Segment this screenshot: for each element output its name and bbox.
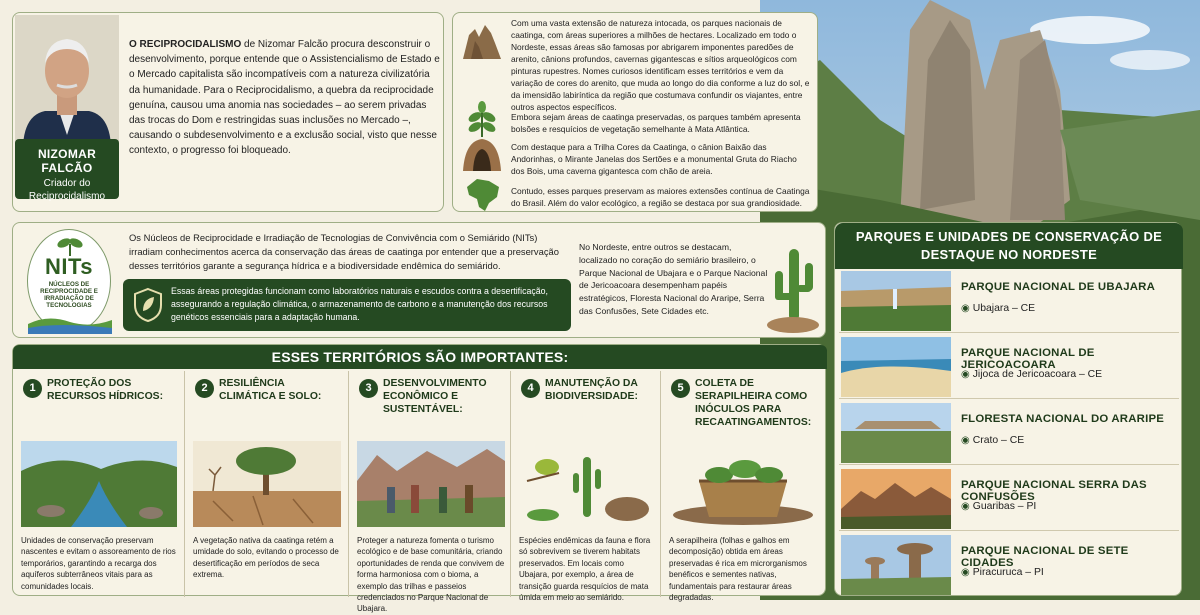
territory-text: Espécies endêmicas da fauna e flora só sobrevivem se tiverem habitats preservados. Em locais como Ubajara, por exemplo, a área de transição guarda resquícios de mata úmida em meio ao semiárido. bbox=[519, 536, 651, 603]
author-card bbox=[12, 12, 444, 212]
shield-leaf-icon bbox=[133, 287, 163, 323]
parks-info-card bbox=[452, 12, 818, 212]
nits-description: Os Núcleos de Reciprocidade e Irradiação de Tecnologias de Convivência com o Semiárido (NITs) irradiam conhecimentos acerca da conservação das áreas de caatinga por entender que a preservação desses territórios garante a segurança hídrica e a biodiversidade endêmica do semiárido. bbox=[129, 232, 559, 271]
nits-logo-subtitle: NÚCLEOS DE RECIPROCIDADE E IRRADIAÇÃO DE TECNOLOGIAS bbox=[40, 281, 98, 309]
serra-confusoes-thumbnail bbox=[841, 469, 951, 529]
author-description bbox=[129, 37, 441, 159]
location-pin-icon: ◉ bbox=[961, 501, 970, 512]
nits-banner-text: Essas áreas protegidas funcionam como laboratórios naturais e escudos contra a desertificação, assegurando a regulação climática, o armazenamento de carbono e a manutenção dos recursos genéticos essenciais para a adaptação humana. bbox=[171, 286, 549, 322]
park-item-serra-das-confusoes bbox=[839, 467, 1179, 531]
park-item-sete-cidades bbox=[839, 533, 1179, 597]
location-pin-icon: ◉ bbox=[961, 567, 970, 578]
territory-item-economy bbox=[349, 371, 511, 614]
parks-info-paragraph-1: Com uma vasta extensão de natureza intocada, os parques nacionais de caatinga, com áreas superiores a milhões de hectares. Localizado em todo o Nordeste, essas áreas são famosas por abrigarem imponentes paredões de arenito, cânions profundos, cavernas gigantescas e sítios arqueológicos com pinturas rupestres. Nomes curiosos identificam esses territórios e vem da variação de cores do arenito, que muda ao longo do dia conforme a luz do sol, e da imensidão labiríntica da região que costumava confundir os viajantes, entre outros aspectos específicos. bbox=[511, 18, 810, 112]
park-location bbox=[961, 435, 1177, 446]
location-pin-icon: ◉ bbox=[961, 435, 970, 446]
parks-list-header: PARQUES E UNIDADES DE CONSERVAÇÃO DE DESTAQUE NO NORDESTE bbox=[835, 223, 1183, 269]
park-item-jericoacoara bbox=[839, 335, 1179, 399]
hikers-image bbox=[357, 441, 505, 527]
territory-number: 4 bbox=[521, 379, 540, 398]
territories-section bbox=[12, 344, 826, 614]
araripe-thumbnail bbox=[841, 403, 951, 463]
park-location-text: Jijoca de Jericoacoara – CE bbox=[972, 369, 1103, 380]
nits-logo bbox=[27, 229, 111, 333]
park-location bbox=[961, 567, 1177, 578]
author-role: Criador do Reciprocidalismo bbox=[28, 178, 106, 202]
nits-banner bbox=[123, 279, 571, 331]
park-item-araripe bbox=[839, 401, 1179, 465]
location-pin-icon: ◉ bbox=[961, 303, 970, 314]
territory-title: COLETA DE SERAPILHEIRA COMO INÓCULOS PARA RECAATINGAMENTOS: bbox=[695, 378, 812, 428]
park-location-text: Piracuruca – PI bbox=[972, 567, 1044, 578]
logo-landscape-icon bbox=[28, 312, 112, 334]
territory-number: 5 bbox=[671, 379, 690, 398]
park-location-text: Ubajara – CE bbox=[972, 303, 1036, 314]
sprout-icon bbox=[56, 234, 84, 256]
park-name: PARQUE NACIONAL DE UBAJARA bbox=[961, 281, 1156, 293]
territory-text: Proteger a natureza fomenta o turismo ecológico e de base comunitária, criando oportunidades de renda que convivem de forma harmoniosa com o bioma, a exemplo das trilhas e passeios credenciados no Parque Nacional de Ubajara. bbox=[357, 536, 505, 614]
basket-litter-image bbox=[669, 441, 817, 527]
park-location-text: Crato – CE bbox=[972, 435, 1025, 446]
ubajara-thumbnail bbox=[841, 271, 951, 331]
tree-dry-soil-image bbox=[193, 441, 341, 527]
fauna-flora-image bbox=[519, 441, 655, 527]
territory-item-biodiversity bbox=[511, 371, 661, 603]
territory-item-litter bbox=[661, 371, 827, 603]
park-location bbox=[961, 369, 1177, 380]
park-location bbox=[961, 501, 1177, 512]
brazil-map-icon bbox=[461, 173, 503, 213]
cactus-icon bbox=[767, 241, 819, 333]
plant-icon bbox=[461, 99, 503, 139]
territory-title: DESENVOLVIMENTO ECONÔMICO E SUSTENTÁVEL: bbox=[383, 378, 487, 415]
author-text-lead: O RECIPROCIDALISMO bbox=[129, 39, 242, 50]
parks-info-paragraph-3: Com destaque para a Trilha Cores da Caatinga, o cânion Baixão das Andorinhas, o Mirante Janelas dos Sertões e a monumental Gruta do Riacho dos Bois, uma caverna gigantesca com chão de areia. bbox=[511, 142, 797, 176]
park-item-ubajara bbox=[839, 269, 1179, 333]
territory-text: A serapilheira (folhas e galhos em decomposição) obtida em áreas preservadas é rica em microrganismos benéficos e sementes nativas, fundamentais para restaurar áreas degradadas. bbox=[669, 536, 807, 603]
nits-logo-title: NITs bbox=[44, 254, 94, 279]
parks-info-paragraph-2: Embora sejam áreas de caatinga preservadas, os parques também apresenta bolsões e resquícios de vegetação semelhante à Mata Atlântica. bbox=[511, 112, 801, 134]
cave-icon bbox=[461, 135, 503, 175]
park-name: PARQUE NACIONAL DE SETE CIDADES bbox=[961, 545, 1129, 569]
sete-cidades-thumbnail bbox=[841, 535, 951, 595]
nordeste-description: No Nordeste, entre outros se destacam, localizado no coração do semiário brasileiro, o Parque Nacional de Ubajara e o Parque Nacional de Jericoacoara desempenham papéis estratégicos, Floresta Nacional do Araripe, Serra das Confusões, Sete Cidades etc. bbox=[579, 242, 768, 316]
location-pin-icon: ◉ bbox=[961, 369, 970, 380]
author-text-body: de Nizomar Falcão procura desconstruir o desenvolvimento, porque entende que o Assistencialismo de Estado e o Mercado capitalista são incompatíveis com a natureza civilizatória da humanidade. Para o Reciprocidalismo, a quebra da reciprocidade genuína, causou uma anomia nas sociedades – ao serem privadas das trocas do Dom e restringidas suas inclusões no Mercado –, causando o subdesenvolvimento e a exclusão social, visto que nesse contexto, o progresso foi bloqueado. bbox=[129, 39, 440, 157]
river-image bbox=[21, 441, 177, 527]
author-name-box bbox=[15, 139, 119, 202]
park-name: PARQUE NACIONAL SERRA DAS CONFUSÕES bbox=[961, 479, 1147, 503]
territory-title: PROTEÇÃO DOS RECURSOS HÍDRICOS: bbox=[47, 378, 164, 402]
territory-text: Unidades de conservação preservam nascentes e evitam o assoreamento de rios temporários, garantindo a recarga dos aquíferos subterrâneos vitais para as comunidades locais. bbox=[21, 536, 176, 591]
jericoacoara-thumbnail bbox=[841, 337, 951, 397]
rock-formation-icon bbox=[461, 21, 503, 61]
park-name: PARQUE NACIONAL DE JERICOACOARA bbox=[961, 347, 1095, 371]
park-location-text: Guaribas – PI bbox=[972, 501, 1037, 512]
territory-item-water bbox=[13, 371, 185, 597]
parks-info-paragraph-4: Contudo, esses parques preservam as maiores extensões contínua de Caatinga do Brasil. Além do valor ecológico, a região se destaca por sua grandiosidade. bbox=[511, 186, 810, 208]
territory-text: A vegetação nativa da caatinga retém a umidade do solo, evitando o processo de desertificação em períodos de seca extrema. bbox=[193, 536, 339, 580]
territory-number: 2 bbox=[195, 379, 214, 398]
author-name: NIZOMAR FALCÃO bbox=[37, 147, 97, 175]
park-location bbox=[961, 303, 1177, 314]
parks-list-card bbox=[834, 222, 1182, 596]
park-name: FLORESTA NACIONAL DO ARARIPE bbox=[961, 413, 1165, 425]
author-portrait-icon bbox=[15, 15, 119, 145]
territory-number: 1 bbox=[23, 379, 42, 398]
territory-title: RESILIÊNCIA CLIMÁTICA E SOLO: bbox=[219, 378, 322, 402]
territory-item-climate bbox=[185, 371, 349, 597]
territories-header: ESSES TERRITÓRIOS SÃO IMPORTANTES: bbox=[13, 345, 827, 369]
territory-number: 3 bbox=[359, 379, 378, 398]
nits-card bbox=[12, 222, 826, 338]
territory-title: MANUTENÇÃO DA BIODIVERSIDADE: bbox=[545, 378, 638, 402]
